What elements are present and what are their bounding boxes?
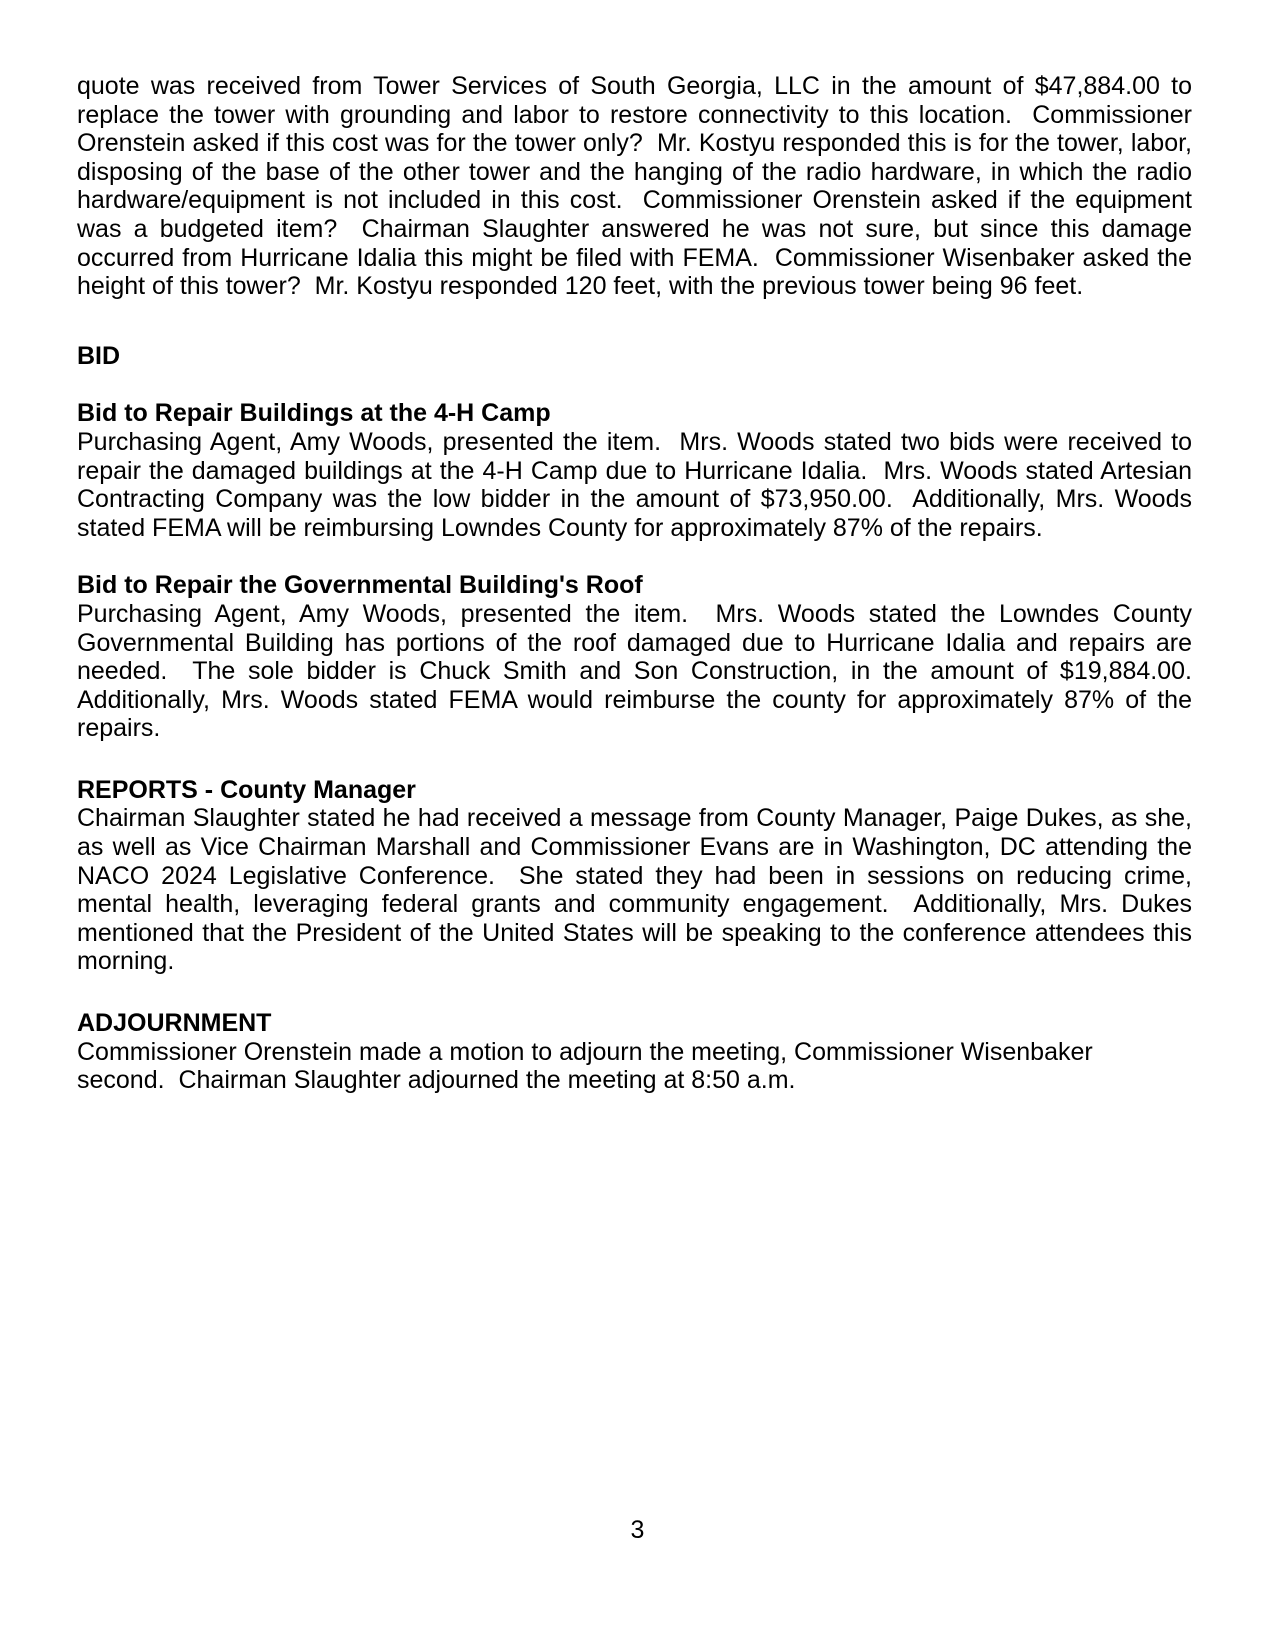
paragraph-bid-4h-camp: Purchasing Agent, Amy Woods, presented the item. Mrs. Woods stated two bids were received to repair the damaged buildings at the 4-H Camp due to Hurricane Idalia. Mrs. Woods stated Artesian Contracting Company was the low bidder in the amount of $73,950.00. Additionally, Mrs. Woods stated FEMA will be reimbursing Lowndes County for approximately 87% of the repairs. — [77, 427, 1199, 542]
section-heading-adjournment: ADJOURNMENT — [77, 1009, 272, 1038]
section-heading-reports-county-manager: REPORTS - County Manager — [77, 775, 416, 804]
page-number: 3 — [630, 1516, 645, 1544]
subsection-heading-bid-4h-camp: Bid to Repair Buildings at the 4-H Camp — [77, 399, 551, 428]
subsection-heading-bid-roof: Bid to Repair the Governmental Building's Roof — [77, 571, 643, 600]
document-page-content — [77, 72, 1206, 1095]
paragraph-adjournment: Commissioner Orenstein made a motion to adjourn the meeting, Commissioner Wisenbaker second. Chairman Slaughter adjourned the meeting at 8:50 a.m. — [77, 1037, 1100, 1095]
paragraph-bid-roof: Purchasing Agent, Amy Woods, presented the item. Mrs. Woods stated the Lowndes County Governmental Building has portions of the roof damaged due to Hurricane Idalia and repairs are needed. The sole bidder is Chuck Smith and Son Construction, in the amount of $19,884.00. Additionally, Mrs. Woods stated FEMA would reimburse the county for approximately 87% of the repairs. — [77, 599, 1206, 743]
section-heading-bid: BID — [77, 341, 121, 370]
paragraph-reports-county-manager: Chairman Slaughter stated he had received a message from County Manager, Paige Dukes, as she, as well as Vice Chairman Marshall and Commissioner Evans are in Washington, DC attending the NACO 2024 Legislative Conference. She stated they had been in sessions on reducing crime, mental health, leveraging federal grants and community engagement. Additionally, Mrs. Dukes mentioned that the President of the United States will be speaking to the conference attendees this morning. — [77, 804, 1199, 976]
paragraph-tower-quote: quote was received from Tower Services of South Georgia, LLC in the amount of $47,884.00 to replace the tower with grounding and labor to restore connectivity to this location. Commissioner Orenstein asked if this cost was for the tower only? Mr. Kostyu responded this is for the tower, labor, disposing of the base of the other tower and the hanging of the radio hardware, in which the radio hardware/equipment is not included in this cost. Commissioner Orenstein asked if the equipment was a budgeted item? Chairman Slaughter answered he was not sure, but since this damage occurred from Hurricane Idalia this might be filed with FEMA. Commissioner Wisenbaker asked the height of this tower? Mr. Kostyu responded 120 feet, with the previous tower being 96 feet. — [77, 72, 1199, 301]
